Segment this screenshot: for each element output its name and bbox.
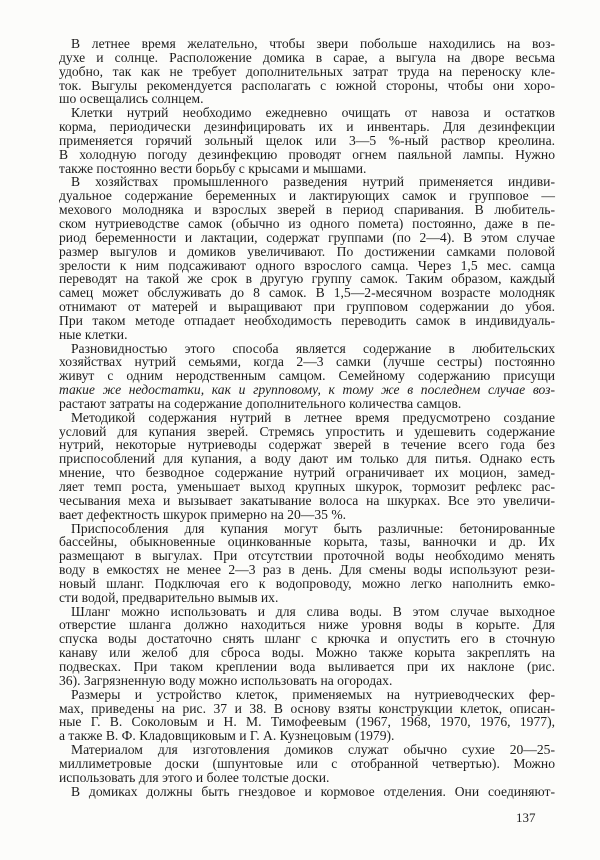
text-line: Приспособления для купания могут быть различные: бетонированные <box>71 520 555 536</box>
text-line: В холодную погоду дезинфекцию проводят огнем паяльной лампы. Нужно <box>59 146 555 162</box>
text-line: отнимают от матерей и выращивают при групповом содержании до убоя. <box>59 299 555 315</box>
text-line: мнение, что безводное содержание нутрий ограничивает их моцион, замед- <box>59 465 555 481</box>
paragraph <box>59 175 555 341</box>
paragraph <box>59 411 555 522</box>
text-line: спуска воды достаточно снять шланг с крючка и опустить его в сточную <box>59 631 555 647</box>
paragraph <box>59 106 555 175</box>
paragraph <box>59 522 555 605</box>
text-line: переводят на такой же срок в другую группу самок. Таким образом, каждый <box>59 271 555 287</box>
text-line: шо освещались солнцем. <box>59 91 204 107</box>
text-line: удобно, так как не требует дополнительных затрат труда на переноску кле- <box>59 63 555 79</box>
text-line: мах, приведены на рис. 37 и 38. В основу взяты конструкции клеток, описан- <box>59 700 555 716</box>
paragraph <box>59 785 555 799</box>
text-line: Разновидностью этого способа является содержание в любительских <box>71 340 555 356</box>
paragraph <box>59 743 555 785</box>
text-line: а также В. Ф. Кладовщиковым и Г. А. Кузнецовым (1979). <box>59 728 395 744</box>
text-line: 36). Загрязненную воду можно использовать на огородах. <box>59 672 393 688</box>
text-line: растают затраты на содержание дополнительного количества самцов. <box>59 395 462 411</box>
text-line: Методикой содержания нутрий в летнее время предусмотрено создание <box>71 409 555 425</box>
text-line: Размеры и устройство клеток, применяемых на нутриеводческих фер- <box>71 686 555 702</box>
text-line: ные Г. В. Соколовым и Н. М. Тимофеевым (1967, 1968, 1970, 1976, 1977), <box>59 714 555 730</box>
text-line: мехового молодняка и взрослых зверей в период спаривания. В любитель- <box>59 202 555 218</box>
text-line: хозяйствах нутрий семьями, когда 2—3 самки (лучше сестры) постоянно <box>59 354 555 370</box>
text-line: отверстие шланга должно находиться ниже уровня воды в корыте. Для <box>59 617 555 633</box>
text-line: риод беременности и лактации, содержат группами (по 2—4). В этом случае <box>59 229 555 245</box>
text-line: живут с одним неродственным самцом. Семейному содержанию присущи <box>59 368 555 384</box>
text-line: чесывания меха и вызывает закатывание волоса на шкурках. Все это увеличи- <box>59 492 555 508</box>
text-line: миллиметровые доски (шпунтовые или с отобранной четвертью). Можно <box>59 755 555 771</box>
text-line: духе и солнце. Расположение домика в сарае, а выгула на дворе весьма <box>59 49 555 65</box>
book-page-text <box>59 37 555 798</box>
text-line: ляет темп роста, уменьшает выход крупных шкурок, тормозит рефлекс рас- <box>59 479 555 494</box>
text-line: самец может обслуживать до 8 самок. В 1,5—2-месячном возрасте молодняк <box>59 285 555 301</box>
text-line: ском нутриеводстве самок (обычно из одного помета) постоянно, даже в пе- <box>59 215 555 231</box>
text-line: При таком методе отпадает необходимость переводить самок в индивидуаль- <box>59 312 555 328</box>
text-line: приспособлений для купания, а воду дают им только для питья. Однако есть <box>59 451 555 467</box>
text-line: ные клетки. <box>59 326 128 342</box>
text-line: такие же недостатки, как и групповому, к тому же в последнем случае воз- <box>59 382 555 398</box>
text-line: вает дефектность шкурок примерно на 20—35 %. <box>59 506 347 522</box>
page-number: 137 <box>516 810 536 825</box>
text-line: сти водой, предварительно вымыв их. <box>59 589 279 605</box>
text-line: В летнее время желательно, чтобы звери побольше находились на воз- <box>71 36 555 51</box>
text-line: размещают в выгулах. При отсутствии проточной воды необходимо менять <box>59 548 555 564</box>
text-line: использовать для этого и более толстые доски. <box>59 769 330 785</box>
text-line: В домиках должны быть гнездовое и кормовое отделения. Они соединяют- <box>71 783 555 799</box>
text-line: дуальное содержание беременных и лактирующих самок и групповое — <box>59 188 555 204</box>
text-line: нутрий, некоторые нутриеводы содержат зверей в течение всего года без <box>59 437 555 453</box>
text-line: ток. Выгулы рекомендуется располагать с южной стороны, чтобы они хоро- <box>59 77 555 93</box>
text-line: зрелости к ним подсаживают одного взрослого самца. Через 1,5 мес. самца <box>59 257 555 273</box>
text-line: Материалом для изготовления домиков служат обычно сухие 20—25- <box>71 742 555 758</box>
text-line: Шланг можно использовать и для слива воды. В этом случае выходное <box>71 603 555 619</box>
paragraph <box>59 605 555 688</box>
paragraph <box>59 37 555 106</box>
text-line: условий для купания зверей. Стремясь упростить и удешевить содержание <box>59 423 555 439</box>
paragraph <box>59 688 555 743</box>
text-line: корма, периодически дезинфицировать их и инвентарь. Для дезинфекции <box>59 119 555 135</box>
text-line: канаву или желоб для сброса воды. Можно также корыта закреплять на <box>59 645 555 661</box>
text-line: В хозяйствах промышленного разведения нутрий применяется индиви- <box>71 174 555 190</box>
text-line: также постоянно вести борьбу с крысами и мышами. <box>59 160 367 176</box>
paragraph <box>59 342 555 411</box>
text-line: новый шланг. Подключая его к водопроводу, можно легко наполнить емко- <box>59 575 555 591</box>
text-line: Клетки нутрий необходимо ежедневно очищать от навоза и остатков <box>71 105 555 121</box>
text-line: применяется горячий зольный щелок или 3—5 %-ный раствор креолина. <box>59 132 555 148</box>
text-line: подвесках. При таком креплении вода выливается при их наклоне (рис. <box>59 658 555 674</box>
text-line: размер выгулов и домиков увеличивают. По достижении самками половой <box>59 243 555 259</box>
text-line: воду в емкостях не менее 2—3 раз в день. Для смены воды используют рези- <box>59 562 555 578</box>
text-line: бассейны, обыкновенные оцинкованные корыта, тазы, ванночки и др. Их <box>59 534 555 550</box>
